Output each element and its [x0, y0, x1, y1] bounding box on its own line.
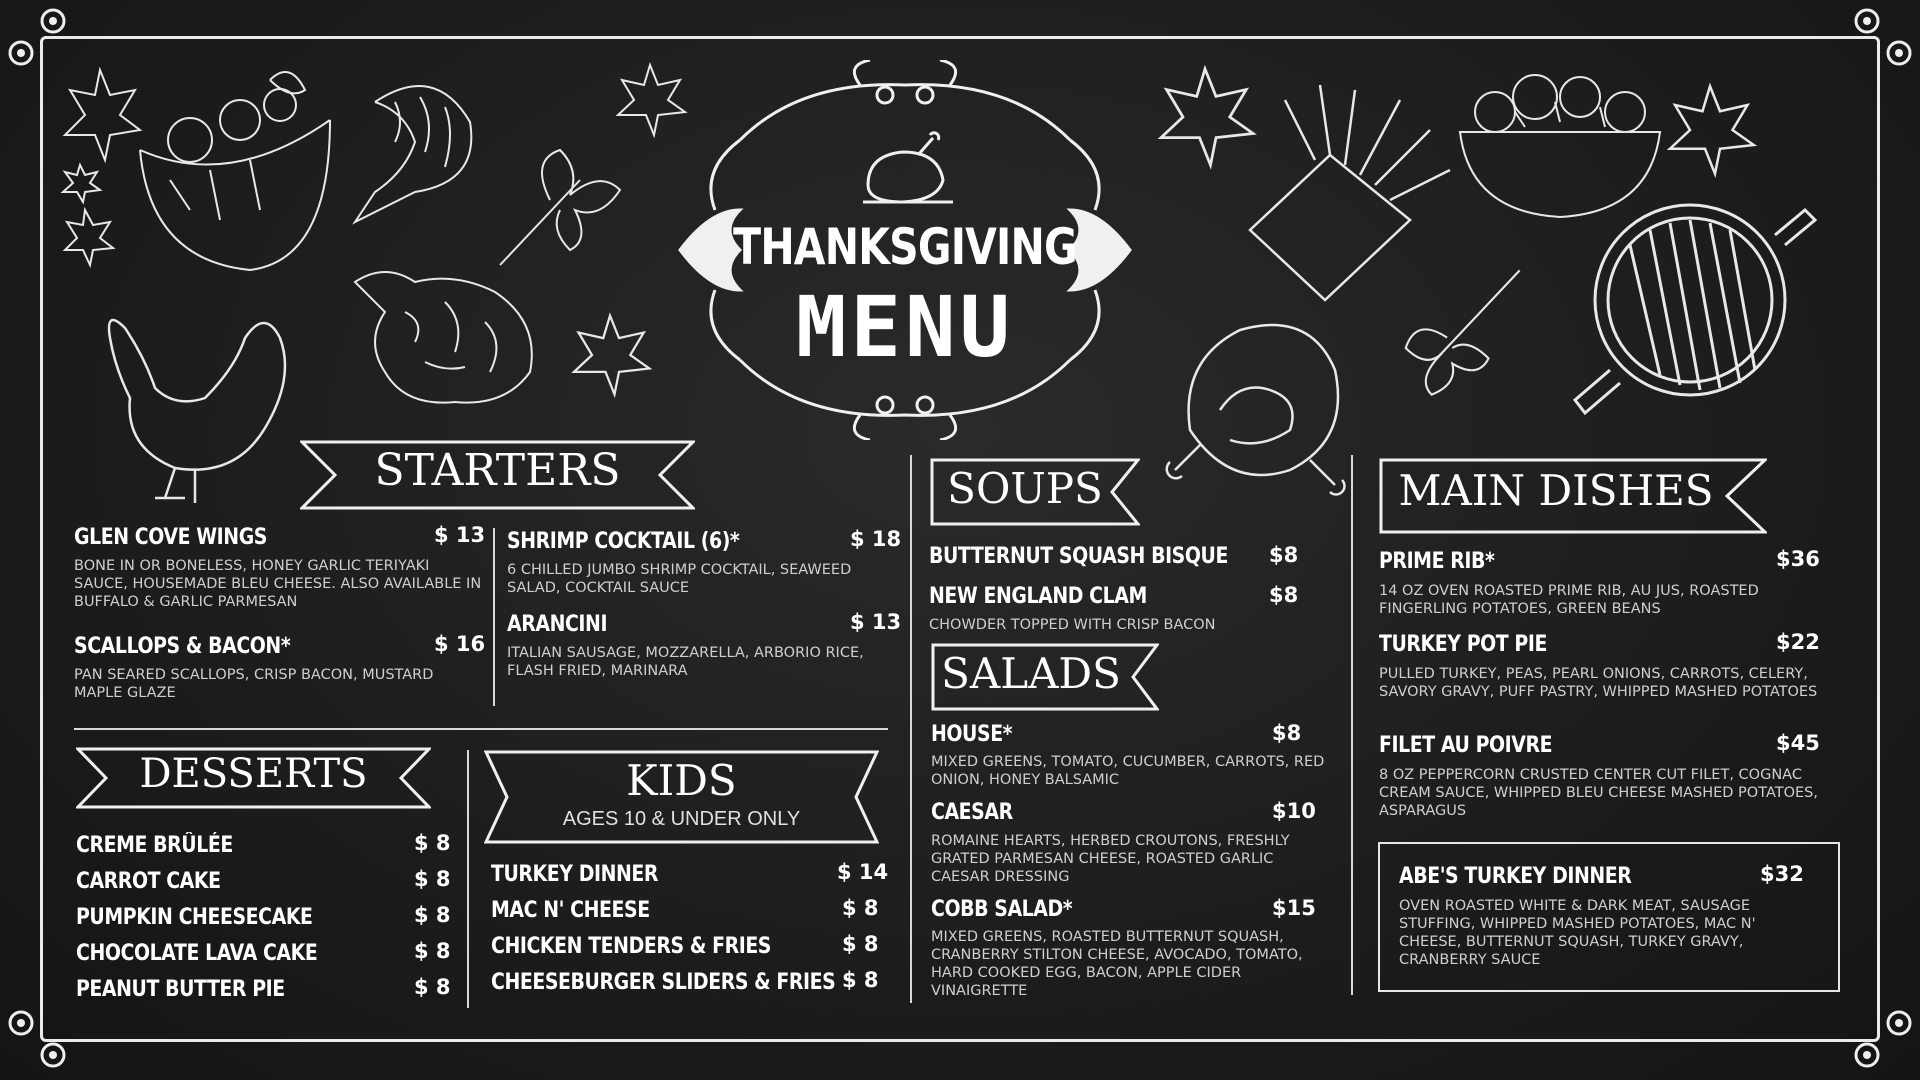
main-item-desc: 8 OZ PEPPERCORN CRUSTED CENTER CUT FILET, COGNAC CREAM SAUCE, WHIPPED BLEU CHEESE MASHED POTATOES, ASPARAGUS — [1379, 767, 1818, 819]
maple-leaf-icon — [1660, 80, 1760, 180]
kids-item-name: CHICKEN TENDERS & FRIES — [491, 934, 772, 959]
feature-item-price: $32 — [1760, 862, 1804, 886]
feature-item-desc: OVEN ROASTED WHITE & DARK MEAT, SAUSAGE STUFFING, WHIPPED MASHED POTATOES, MAC N' CHEESE, BUTTERNUT SQUASH, TURKEY GRAVY, CRANBERRY SAUCE — [1399, 898, 1756, 968]
starter-item-price: $ 13 — [850, 610, 902, 634]
soup-item-name: NEW ENGLAND CLAM — [929, 584, 1147, 609]
starter-item-name: SCALLOPS & BACON* — [74, 634, 291, 659]
desserts-title: DESSERTS — [139, 751, 368, 797]
dessert-item-price: $ 8 — [414, 831, 451, 855]
corner-flourish-icon — [1882, 1006, 1916, 1040]
menu-title-line2: MENU — [795, 278, 1015, 376]
kids-item-price: $ 8 — [842, 896, 879, 920]
herb-icon — [490, 140, 630, 270]
starter-item-price: $ 16 — [434, 632, 486, 656]
dessert-item-price: $ 8 — [414, 939, 451, 963]
soup-item-price: $8 — [1269, 583, 1299, 607]
herb-icon — [1385, 255, 1530, 410]
grill-icon — [1550, 185, 1820, 420]
column-divider — [910, 455, 912, 1003]
salad-item-price: $10 — [1272, 799, 1316, 823]
dessert-item-name: CARROT CAKE — [76, 869, 221, 894]
dessert-item-name: CREME BRÛLÉE — [76, 833, 233, 858]
starter-item-desc: BONE IN OR BONELESS, HONEY GARLIC TERIYAKI SAUCE, HOUSEMADE BLEU CHEESE. ALSO AVAILABLE IN BUFFALO & GARLIC PARMESAN — [74, 558, 482, 610]
dessert-item-price: $ 8 — [414, 867, 451, 891]
shrimp-icon — [345, 72, 485, 232]
kids-item-price: $ 8 — [842, 932, 879, 956]
main-item-name: PRIME RIB* — [1379, 549, 1495, 574]
starter-item-price: $ 18 — [850, 527, 902, 551]
salad-item-price: $8 — [1272, 721, 1302, 745]
kids-item-price: $ 14 — [837, 860, 889, 884]
menu-title-line1: THANKSGIVING — [733, 218, 1077, 276]
starter-item-name: ARANCINI — [507, 612, 608, 637]
dessert-item-name: PUMPKIN CHEESECAKE — [76, 905, 313, 930]
dessert-item-name: PEANUT BUTTER PIE — [76, 977, 285, 1002]
kids-item-name: TURKEY DINNER — [491, 862, 659, 887]
corner-flourish-icon — [4, 1006, 38, 1040]
main-item-price: $36 — [1776, 547, 1820, 571]
starters-divider — [493, 528, 495, 706]
salad-item-name: COBB SALAD* — [931, 897, 1073, 922]
starter-item-name: SHRIMP COCKTAIL (6)* — [507, 529, 740, 554]
soup-item-desc: CHOWDER TOPPED WITH CRISP BACON — [929, 617, 1216, 633]
starter-item-price: $ 13 — [434, 523, 486, 547]
kids-item-name: MAC N' CHEESE — [491, 898, 650, 923]
soup-item-price: $8 — [1269, 543, 1299, 567]
kids-title: KIDS — [626, 756, 737, 805]
soups-title: SOUPS — [947, 464, 1103, 513]
main-item-price: $45 — [1776, 731, 1820, 755]
salad-item-name: CAESAR — [931, 800, 1013, 825]
soup-item-name: BUTTERNUT SQUASH BISQUE — [929, 544, 1228, 569]
salad-item-price: $15 — [1272, 896, 1316, 920]
main-item-desc: 14 OZ OVEN ROASTED PRIME RIB, AU JUS, ROASTED FINGERLING POTATOES, GREEN BEANS — [1379, 583, 1759, 617]
main-item-desc: PULLED TURKEY, PEAS, PEARL ONIONS, CARROTS, CELERY, SAVORY GRAVY, PUFF PASTRY, WHIPPED MASHED POTATOES — [1379, 666, 1818, 700]
mains-title: MAIN DISHES — [1398, 466, 1714, 515]
corner-flourish-icon — [1882, 36, 1916, 70]
feature-item-name: ABE'S TURKEY DINNER — [1399, 864, 1632, 889]
maple-leaf-icon — [55, 60, 145, 300]
corner-flourish-icon — [36, 1038, 70, 1072]
fried-chicken-icon — [345, 262, 545, 412]
main-item-name: TURKEY POT PIE — [1379, 632, 1547, 657]
salads-title: SALADS — [941, 649, 1121, 698]
kids-divider — [467, 750, 469, 1008]
starter-item-desc: ITALIAN SAUSAGE, MOZZARELLA, ARBORIO RICE, FLASH FRIED, MARINARA — [507, 645, 864, 679]
starters-title: STARTERS — [374, 445, 621, 496]
kids-item-price: $ 8 — [842, 968, 879, 992]
salad-item-desc: MIXED GREENS, ROASTED BUTTERNUT SQUASH, CRANBERRY STILTON CHEESE, AVOCADO, TOMATO, HARD COOKED EGG, BACON, APPLE CIDER VINAIGRETTE — [931, 929, 1303, 999]
roast-turkey-icon — [1160, 300, 1360, 500]
corner-flourish-icon — [4, 36, 38, 70]
dessert-item-name: CHOCOLATE LAVA CAKE — [76, 941, 318, 966]
starter-item-name: GLEN COVE WINGS — [74, 525, 268, 550]
corner-flourish-icon — [36, 4, 70, 38]
corner-flourish-icon — [1850, 4, 1884, 38]
turkey-icon — [85, 298, 305, 508]
dessert-item-price: $ 8 — [414, 975, 451, 999]
menu-title-block — [620, 60, 1190, 440]
dessert-item-price: $ 8 — [414, 903, 451, 927]
kids-subtitle: AGES 10 & UNDER ONLY — [562, 808, 801, 830]
salad-item-name: HOUSE* — [931, 722, 1013, 747]
salad-item-desc: ROMAINE HEARTS, HERBED CROUTONS, FRESHLY GRATED PARMESAN CHEESE, ROASTED GARLIC CAESAR DRESSING — [931, 833, 1290, 885]
salad-item-desc: MIXED GREENS, TOMATO, CUCUMBER, CARROTS, RED ONION, HONEY BALSAMIC — [931, 754, 1325, 788]
salad-bowl-icon — [130, 60, 340, 280]
main-item-price: $22 — [1776, 630, 1820, 654]
starter-item-desc: PAN SEARED SCALLOPS, CRISP BACON, MUSTARD MAPLE GLAZE — [74, 667, 434, 701]
main-item-name: FILET AU POIVRE — [1379, 733, 1553, 758]
kids-item-name: CHEESEBURGER SLIDERS & FRIES — [491, 970, 836, 995]
corner-flourish-icon — [1850, 1038, 1884, 1072]
starter-item-desc: 6 CHILLED JUMBO SHRIMP COCKTAIL, SEAWEED SALAD, COCKTAIL SAUCE — [507, 562, 852, 596]
column-divider — [1351, 455, 1353, 995]
section-divider — [74, 728, 888, 730]
roast-turkey-icon — [858, 130, 958, 210]
